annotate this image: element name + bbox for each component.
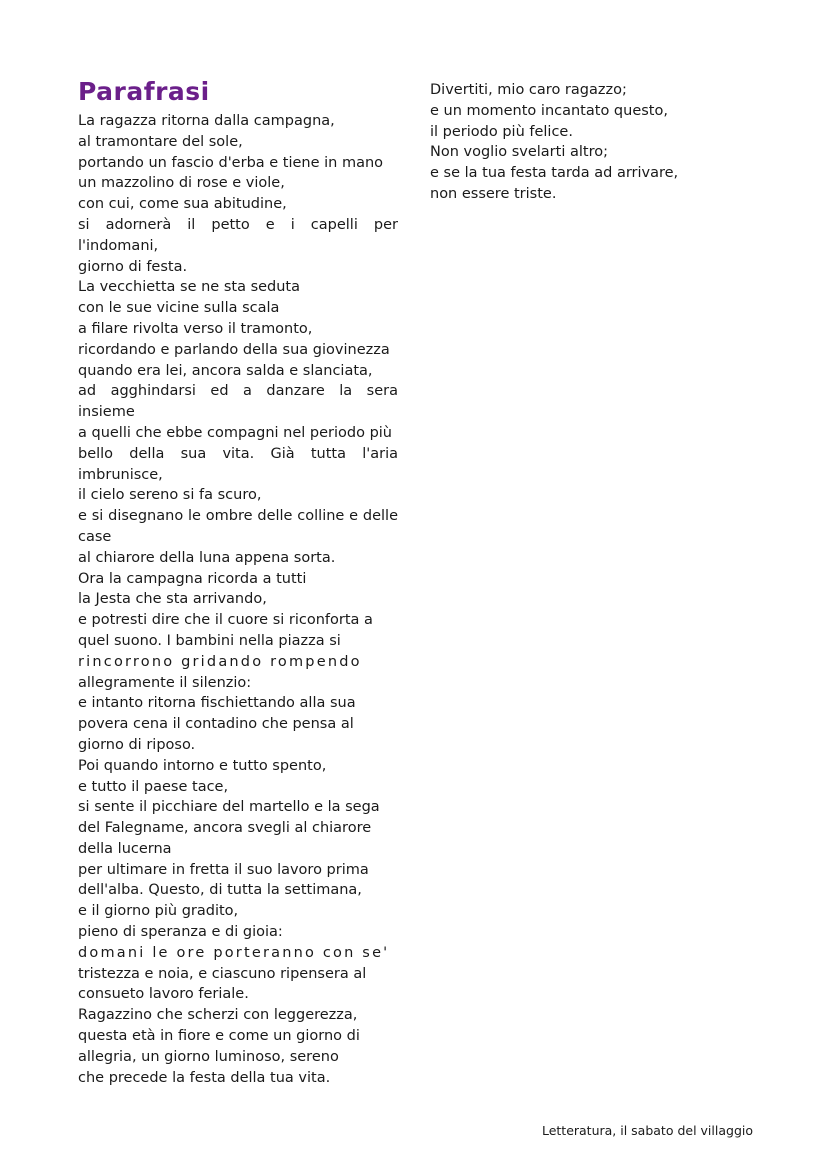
text-line: Ora la campagna ricorda a tutti [78, 570, 307, 587]
text-line: quel suono. I bambini nella piazza si [78, 632, 341, 649]
text-line: consueto lavoro feriale. [78, 986, 249, 1003]
text-line: allegria, un giorno luminoso, sereno [78, 1048, 339, 1065]
text-line: dell'alba. Questo, di tutta la settimana, [78, 882, 362, 899]
text-line: non essere triste. [430, 185, 557, 202]
text-line: e il giorno più gradito, [78, 903, 239, 920]
text-line: con cui, come sua abitudine, [78, 196, 287, 213]
paraphrase-right-column [430, 80, 730, 205]
text-line: allegramente il silenzio: [78, 674, 252, 691]
text-line: della lucerna [78, 840, 172, 857]
text-line: al chiarore della luna appena sorta. [78, 549, 336, 566]
text-line: e se la tua festa tarda ad arrivare, [430, 165, 679, 182]
text-line: Non voglio svelarti altro; [430, 144, 608, 161]
text-line: ad agghindarsi ed a danzare la sera insieme [78, 383, 398, 421]
text-line: La ragazza ritorna dalla campagna, [78, 113, 335, 129]
text-line: e tutto il paese tace, [78, 778, 229, 795]
text-line: tristezza e noia, e ciascuno ripensera al [78, 965, 367, 982]
text-line: con le sue vicine sulla scala [78, 300, 280, 317]
text-line: del Falegname, ancora svegli al chiarore [78, 820, 372, 837]
text-line: e potresti dire che il cuore si riconforta a [78, 612, 373, 629]
text-line: giorno di riposo. [78, 736, 196, 753]
text-line: pieno di speranza e di gioia: [78, 924, 283, 941]
text-line: bello della sua vita. Già tutta l'aria imbrunisce, [78, 445, 398, 483]
text-line: si adornerà il petto e i capelli per l'indomani, [78, 216, 398, 254]
text-line: e un momento incantato questo, [430, 102, 668, 119]
text-line: per ultimare in fretta il suo lavoro prima [78, 861, 369, 878]
text-line: rincorrono gridando rompendo [78, 653, 362, 670]
text-line: ricordando e parlando della sua giovinezza [78, 341, 390, 358]
text-line: e intanto ritorna fischiettando alla sua [78, 695, 356, 712]
text-line: portando un fascio d'erba e tiene in mano [78, 154, 384, 171]
text-line: Poi quando intorno e tutto spento, [78, 757, 327, 774]
text-line: La vecchietta se ne sta seduta [78, 279, 301, 296]
page-footer: Letteratura, il sabato del villaggio [541, 1123, 753, 1138]
text-line: giorno di festa. [78, 258, 188, 275]
page-title: Parafrasi [78, 77, 210, 106]
text-line: questa età in fiore e come un giorno di [78, 1028, 360, 1045]
text-line: un mazzolino di rose e viole, [78, 175, 285, 192]
text-line: il periodo più felice. [430, 123, 573, 140]
text-line: e si disegnano le ombre delle colline e delle case [78, 508, 398, 545]
text-line: povera cena il contadino che pensa al [78, 716, 354, 733]
text-line: a quelli che ebbe compagni nel periodo più [78, 424, 392, 441]
text-line: a filare rivolta verso il tramonto, [78, 320, 313, 337]
text-line: che precede la festa della tua vita. [78, 1069, 331, 1086]
text-line: il cielo sereno si fa scuro, [78, 487, 262, 504]
text-line: quando era lei, ancora salda e slanciata, [78, 362, 373, 379]
text-line: la Jesta che sta arrivando, [78, 591, 267, 608]
text-line: Ragazzino che scherzi con leggerezza, [78, 1007, 358, 1024]
text-line: domani le ore porteranno con se' [78, 944, 390, 961]
text-line: al tramontare del sole, [78, 133, 243, 150]
text-line: si sente il picchiare del martello e la sega [78, 799, 380, 816]
paraphrase-left-column [78, 111, 398, 1088]
text-line: Divertiti, mio caro ragazzo; [430, 82, 627, 98]
